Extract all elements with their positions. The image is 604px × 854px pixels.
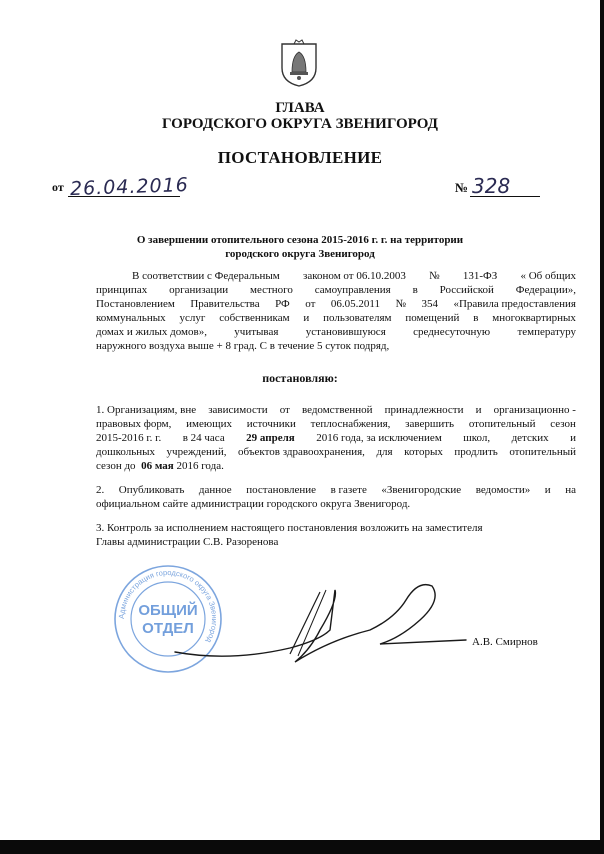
- header-subtitle: ГОРОДСКОГО ОКРУГА ЗВЕНИГОРОД: [162, 116, 438, 132]
- text-segment: многоквартирных: [492, 312, 576, 324]
- text-segment: №: [395, 298, 406, 310]
- document-date: 26.04.2016: [69, 173, 190, 201]
- text-segment: среднесуточную: [413, 326, 491, 338]
- p1-line-1: [96, 404, 576, 416]
- text-segment: принципах: [96, 284, 148, 296]
- text-segment: 2016 года.: [176, 460, 224, 472]
- text-segment: установившуюся: [305, 326, 386, 338]
- p2-line-2: официальном сайте администрации городского округа Звенигород.: [96, 498, 411, 510]
- coat-of-arms-emblem: [274, 38, 324, 88]
- text-segment: отопительный: [509, 446, 576, 458]
- text-segment: самоуправления: [314, 284, 391, 296]
- text-segment: сезон до: [96, 460, 136, 472]
- preamble-line-4: [96, 312, 576, 324]
- text-segment: «Правила предоставления: [453, 298, 576, 310]
- text-segment: 2015-2016 г. г.: [96, 432, 162, 444]
- text-segment: теплоснабжения,: [310, 418, 391, 430]
- text-segment: учитывая: [234, 326, 279, 338]
- text-segment: отопительный: [468, 418, 536, 430]
- text-segment: продлить: [454, 446, 498, 458]
- text-segment: 1. Организациям, вне: [96, 404, 197, 416]
- p1-line-4: [96, 446, 576, 458]
- handwritten-signature: [170, 570, 500, 680]
- scan-edge-bottom: [0, 840, 604, 854]
- text-segment: В соответствии с Федеральным: [132, 270, 280, 282]
- text-segment: и: [303, 312, 310, 324]
- p3-line-1: 3. Контроль за исполнением настоящего постановления возложить на заместителя: [96, 522, 483, 534]
- text-segment: законом от 06.10.2003: [303, 270, 406, 282]
- text-segment: и: [570, 432, 576, 444]
- text-segment: в: [412, 284, 418, 296]
- text-segment: местного: [249, 284, 293, 296]
- text-segment: данное: [198, 484, 232, 496]
- p2-line-1: [96, 484, 576, 496]
- decree-word: постановляю:: [262, 371, 338, 385]
- text-segment: на: [565, 484, 576, 496]
- preamble-line-3: [96, 298, 576, 310]
- text-segment: организации: [169, 284, 229, 296]
- text-segment: и: [544, 484, 551, 496]
- text-segment: 131-ФЗ: [462, 270, 498, 282]
- preamble-line-1: [132, 270, 576, 282]
- emphasized-date: 06 мая: [141, 460, 174, 472]
- date-underline: [68, 196, 180, 197]
- text-segment: дошкольных: [96, 446, 155, 458]
- text-segment: зависимости: [208, 404, 268, 416]
- text-segment: 2.: [96, 484, 105, 496]
- stamp-ring-text: Администрация городского округа Звенигород: [116, 567, 220, 645]
- text-segment: коммунальных: [96, 312, 166, 324]
- text-segment: от: [305, 298, 316, 310]
- preamble-line-6: наружного воздуха выше + 8 град. С в течение 5 суток подряд,: [96, 340, 390, 352]
- text-segment: в: [473, 312, 479, 324]
- text-segment: «Звенигородские: [381, 484, 462, 496]
- text-segment: 2016 года, за исключением: [316, 432, 442, 444]
- subject-line-1: О завершении отопительного сезона 2015-2016 г. г. на территории: [136, 234, 464, 246]
- subject-line-2: городского округа Звенигород: [225, 248, 375, 260]
- text-segment: источники: [246, 418, 296, 430]
- text-segment: Российской: [439, 284, 494, 296]
- text-segment: РФ: [275, 298, 290, 310]
- text-segment: организационно -: [493, 404, 576, 416]
- text-segment: школ,: [463, 432, 491, 444]
- text-segment: учреждений,: [166, 446, 227, 458]
- text-segment: правовых форм,: [96, 418, 172, 430]
- text-segment: 06.05.2011: [330, 298, 380, 310]
- number-underline: [470, 196, 540, 197]
- text-segment: принадлежности: [384, 404, 464, 416]
- text-segment: в газете: [330, 484, 367, 496]
- date-from-label: от: [52, 180, 64, 194]
- p1-line-3: [96, 432, 576, 444]
- text-segment: Правительства: [190, 298, 260, 310]
- text-segment: 354: [421, 298, 438, 310]
- stamp-line-2: ОТДЕЛ: [142, 620, 194, 637]
- emphasized-date: 29 апреля: [246, 432, 295, 444]
- text-segment: помещений: [405, 312, 460, 324]
- text-segment: пользователям: [323, 312, 392, 324]
- text-segment: и: [475, 404, 482, 416]
- text-segment: постановление: [246, 484, 317, 496]
- scan-edge-right: [600, 0, 604, 854]
- text-segment: ведомственной: [301, 404, 373, 416]
- text-segment: « Об общих: [520, 270, 576, 282]
- document-number: 328: [472, 174, 511, 198]
- text-segment: детских: [511, 432, 549, 444]
- document-type: ПОСТАНОВЛЕНИЕ: [217, 148, 383, 167]
- text-segment: для: [376, 446, 393, 458]
- text-segment: домах и жилых домов»,: [96, 326, 207, 338]
- text-segment: температуру: [517, 326, 576, 338]
- text-segment: Опубликовать: [118, 484, 185, 496]
- text-segment: Федерации»,: [515, 284, 576, 296]
- text-segment: сезон: [550, 418, 576, 430]
- text-segment: собственникам: [219, 312, 290, 324]
- text-segment: от: [279, 404, 290, 416]
- text-segment: которых: [404, 446, 443, 458]
- stamp-line-1: ОБЩИЙ: [138, 602, 198, 619]
- text-segment: услуг: [179, 312, 206, 324]
- text-segment: №: [429, 270, 440, 282]
- text-segment: объектов здравоохранения,: [238, 446, 365, 458]
- text-segment: в 24 часа: [182, 432, 225, 444]
- p1-line-2: [96, 418, 576, 430]
- p1-line-5: [96, 460, 224, 472]
- text-segment: Постановлением: [96, 298, 175, 310]
- preamble-line-5: [96, 326, 576, 338]
- preamble-line-2: [96, 284, 576, 296]
- text-segment: завершить: [405, 418, 455, 430]
- signer-name: А.В. Смирнов: [472, 636, 538, 648]
- number-label: №: [455, 180, 469, 195]
- p3-line-2: Главы администрации С.В. Разоренова: [96, 536, 279, 548]
- text-segment: ведомости»: [475, 484, 531, 496]
- header-title: ГЛАВА: [275, 100, 325, 116]
- text-segment: имеющих: [186, 418, 232, 430]
